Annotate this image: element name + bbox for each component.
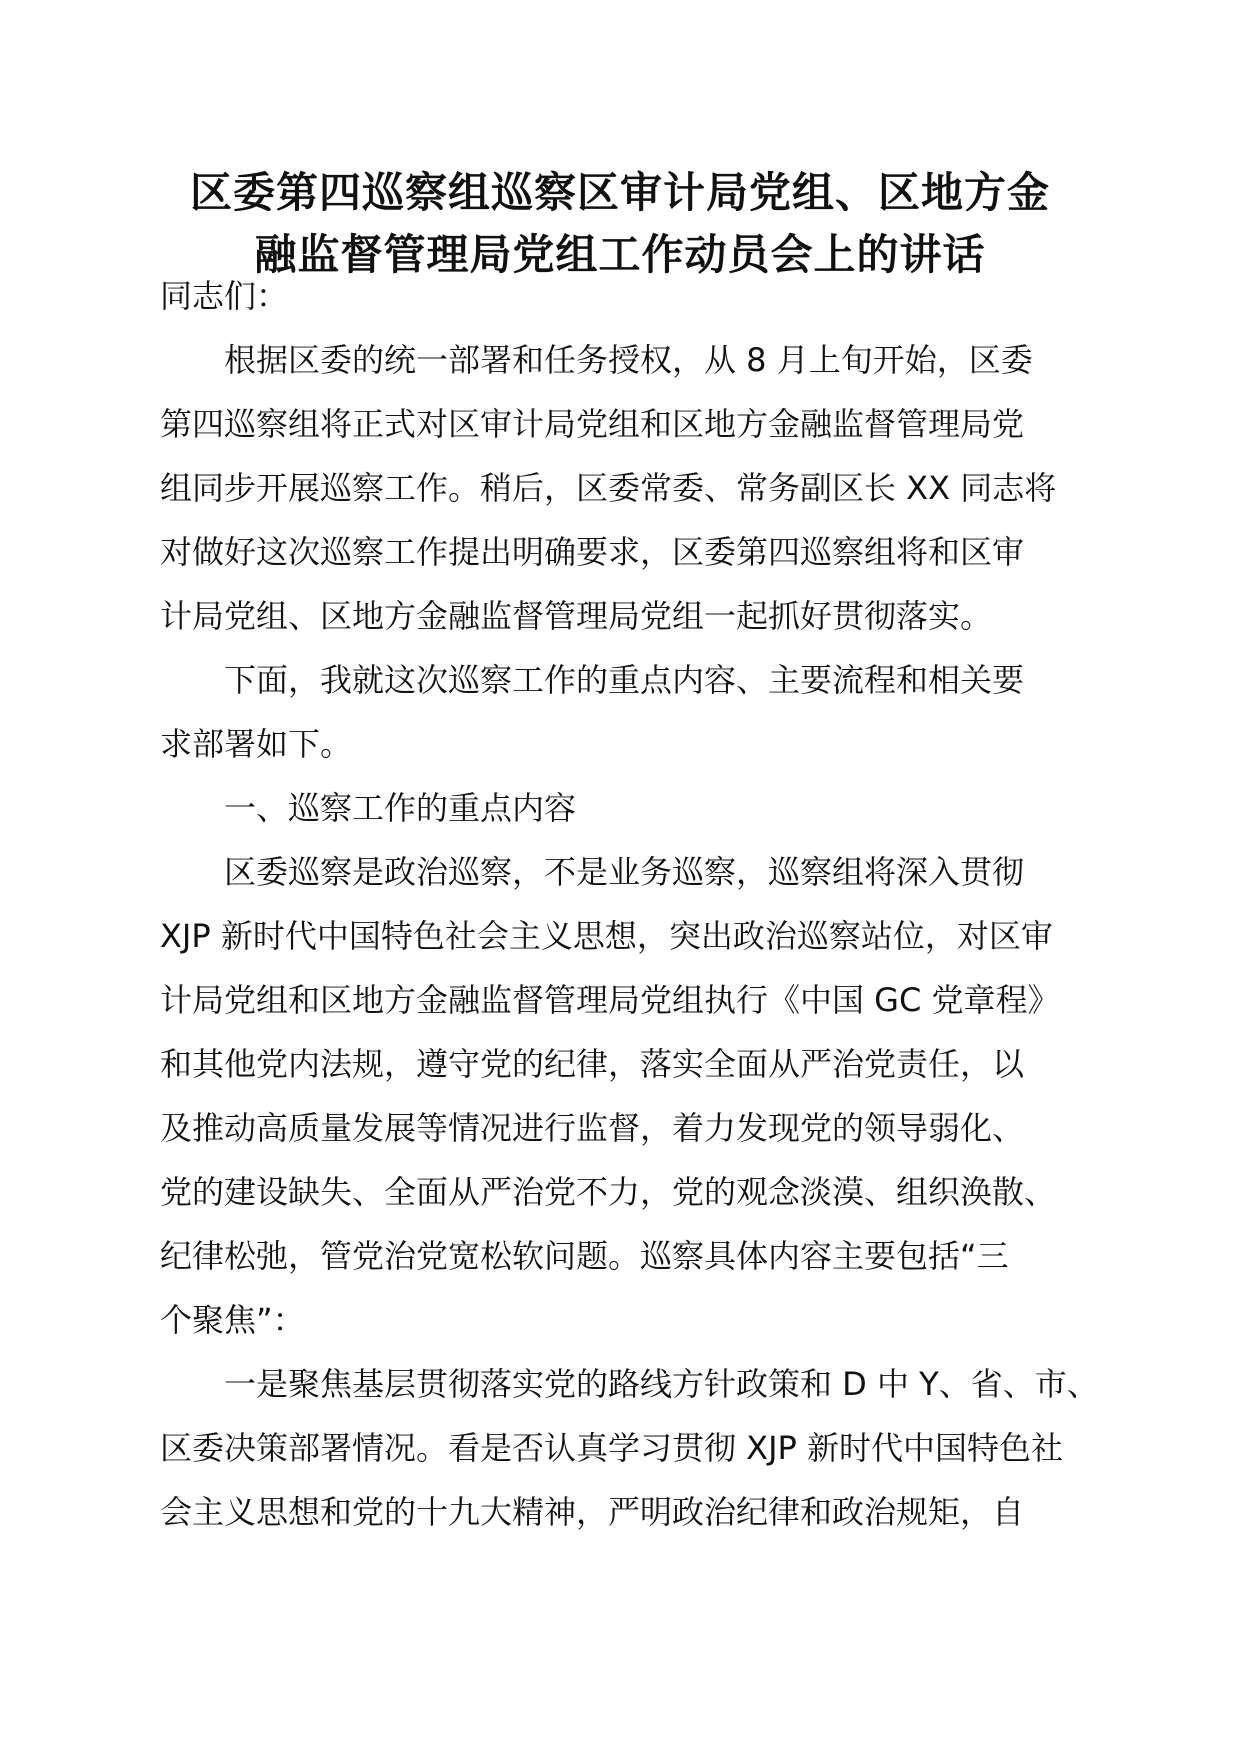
- paragraph-focus-one: [160, 1352, 1125, 1544]
- paragraph-line: 会主义思想和党的十九大精神，严明政治纪律和政治规矩，自: [160, 1493, 1025, 1531]
- document-body: [160, 264, 1125, 1544]
- paragraph-line: 根据区委的统一部署和任务授权，从 8 月上旬开始，区委: [224, 341, 1033, 379]
- paragraph-line: 党的建设缺失、全面从严治党不力，党的观念淡漠、组织涣散、: [160, 1173, 1057, 1211]
- paragraph-line: 计局党组、区地方金融监督管理局党组一起抓好贯彻落实。: [160, 597, 993, 635]
- title-line: 区委第四巡察组巡察区审计局党组、区地方金: [189, 168, 1050, 217]
- paragraph-outline: [160, 648, 1125, 776]
- salutation: 同志们：: [160, 277, 289, 315]
- paragraph-line: 对做好这次巡察工作提出明确要求，区委第四巡察组将和区审: [160, 533, 1025, 571]
- paragraph-line: 计局党组和区地方金融监督管理局党组执行《中国 GC 党章程》: [160, 981, 1060, 1019]
- paragraph-line: 和其他党内法规，遵守党的纪律，落实全面从严治党责任，以: [160, 1045, 1025, 1083]
- paragraph-line: 纪律松弛，管党治党宽松软问题。巡察具体内容主要包括“三: [160, 1237, 1009, 1275]
- paragraph-line: 个聚焦”：: [160, 1301, 305, 1339]
- paragraph-line: 求部署如下。: [160, 725, 353, 763]
- paragraph-line: 及推动高质量发展等情况进行监督，着力发现党的领导弱化、: [160, 1109, 1025, 1147]
- paragraph-line: 区委巡察是政治巡察，不是业务巡察，巡察组将深入贯彻: [224, 853, 1025, 891]
- paragraph-line: 组同步开展巡察工作。稍后，区委常委、常务副区长 XX 同志将: [160, 469, 1057, 507]
- paragraph-line: 第四巡察组将正式对区审计局党组和区地方金融监督管理局党: [160, 405, 1025, 443]
- section-heading-text: 一、巡察工作的重点内容: [224, 789, 577, 827]
- paragraph-political-inspection: [160, 840, 1125, 1352]
- paragraph-line: XJP 新时代中国特色社会主义思想，突出政治巡察站位，对区审: [160, 917, 1053, 955]
- section-heading: [160, 776, 1125, 840]
- salutation-paragraph: [160, 264, 1125, 328]
- paragraph-intro: [160, 328, 1125, 648]
- paragraph-line: 区委决策部署情况。看是否认真学习贯彻 XJP 新时代中国特色社: [160, 1429, 1064, 1467]
- title-line: 融监督管理局党组工作动员会上的讲话: [254, 230, 986, 279]
- paragraph-line: 下面，我就这次巡察工作的重点内容、主要流程和相关要: [224, 661, 1025, 699]
- paragraph-line: 一是聚焦基层贯彻落实党的路线方针政策和 D 中 Y、省、市、: [224, 1365, 1099, 1403]
